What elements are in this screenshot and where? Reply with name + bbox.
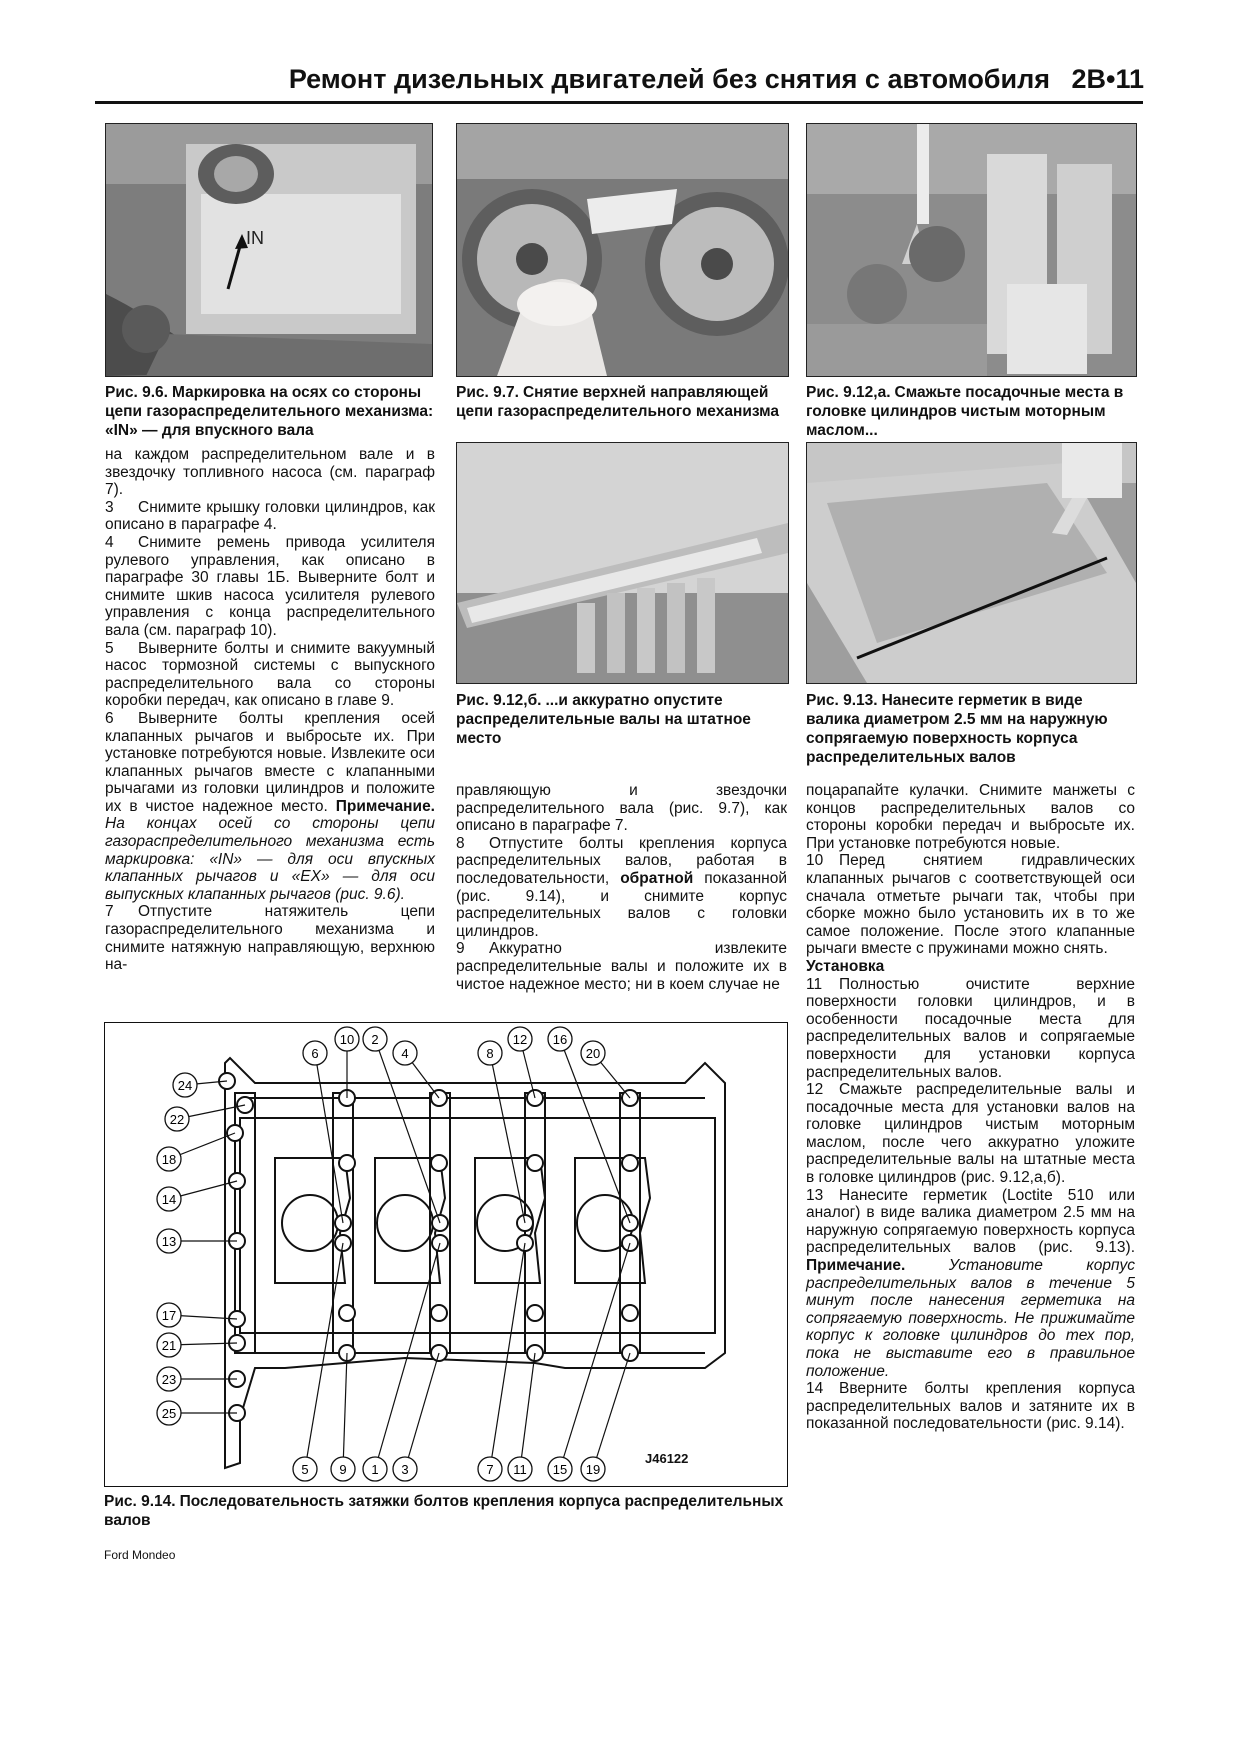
callout-number: 3 xyxy=(401,1462,409,1477)
step-text: Снимите ремень привода усилителя рулевого управления, как описано в параграфе 30 главы 1Б. Выверните болт и снимите шкив насоса усилителя рулевого управления с конца распределительного вала (см. параграф 10). xyxy=(105,533,435,639)
callout-number: 7 xyxy=(486,1462,494,1477)
caption-fig-9-6 xyxy=(105,383,435,440)
note-label: Примечание. xyxy=(335,797,435,815)
step-text: Отпустите натяжитель цепи газораспределительного механизма и снимите натяжную направляющую, верхнюю на- xyxy=(105,903,435,974)
step-text: Аккуратно извлеките распределительные валы и положите их в чистое надежное место; ни в коем случае не xyxy=(456,940,787,993)
paragraph-8 xyxy=(456,835,787,941)
leader-line xyxy=(490,1243,525,1469)
step-text: Полностью очистите верхние поверхности головки цилиндров, и в особенности посадочные места для распределительных валов и сопрягаемые поверхности для установки корпуса распределительных валов. xyxy=(806,975,1135,1081)
callout-number: 13 xyxy=(161,1234,177,1249)
callout-number: 9 xyxy=(339,1462,347,1477)
emphasis: обратной xyxy=(620,869,694,887)
step-text: Выверните болты и снимите вакуумный насос тормозной системы с выпускного распределительного вала со стороны коробки передач, как описано в главе 9. xyxy=(105,639,435,710)
photo-in-marking: IN xyxy=(246,228,264,248)
note-label: Примечание. xyxy=(806,1257,906,1275)
paragraph: поцарапайте кулачки. Снимите манжеты с концов распределительных валов со стороны коробки передач и выбросьте их. При установке потребуются новые. xyxy=(806,782,1135,852)
callout-number: 10 xyxy=(339,1032,355,1047)
step-text: Отпустите болты крепления корпуса распределительных валов, работая в последовательности, xyxy=(456,834,787,887)
step-text: показанной (рис. 9.14), и снимите корпус распределительных валов с головки цилиндров. xyxy=(456,869,787,940)
callout-number: 6 xyxy=(311,1046,319,1061)
paragraph-10 xyxy=(806,852,1135,958)
caption-text: Нанесите герметик в виде валика диаметром 2.5 мм на наружную сопрягаемую поверхность корпуса распределительных валов xyxy=(806,692,1108,766)
callout-number: 24 xyxy=(177,1078,193,1093)
caption-fig-9-12a xyxy=(806,383,1135,440)
caption-label: Рис. 9.12,б. xyxy=(456,692,542,709)
step-number: 11 xyxy=(806,975,823,993)
paragraph-6 xyxy=(105,710,435,904)
bolt-head xyxy=(527,1155,543,1171)
callout-number: 2 xyxy=(371,1032,379,1047)
leader-line xyxy=(343,1353,347,1469)
callout-number: 12 xyxy=(512,1032,528,1047)
leader-line xyxy=(375,1243,440,1469)
step-number: 8 xyxy=(456,834,465,852)
diagram-code: J46122 xyxy=(645,1451,689,1466)
leader-line xyxy=(405,1353,439,1469)
step-number: 7 xyxy=(105,903,114,921)
step-number: 3 xyxy=(105,498,114,516)
callout-number: 17 xyxy=(161,1308,177,1323)
diagram-fig-9-14 xyxy=(104,1022,788,1487)
paragraph-13 xyxy=(806,1187,1135,1381)
paragraph-4 xyxy=(105,534,435,640)
callout-number: 5 xyxy=(301,1462,309,1477)
page-number: 2B•11 xyxy=(1071,64,1144,94)
section-heading: Установка xyxy=(806,957,885,975)
paragraph-12 xyxy=(806,1081,1135,1187)
caption-label: Рис. 9.6. xyxy=(105,384,168,401)
caption-text: Последовательность затяжки болтов крепления корпуса распределительных валов xyxy=(104,1493,784,1529)
step-number: 14 xyxy=(806,1380,824,1398)
caption-text: Смажьте посадочные места в головке цилиндров чистым моторным маслом... xyxy=(806,384,1124,439)
step-number: 13 xyxy=(806,1186,824,1204)
step-number: 4 xyxy=(105,533,114,551)
step-number: 6 xyxy=(105,709,114,727)
callout-number: 14 xyxy=(161,1192,177,1207)
paragraph: правляющую и звездочки распределительного вала (рис. 9.7), как описано в параграфе 7. xyxy=(456,782,787,835)
text-column-2 xyxy=(456,782,787,993)
text-column-1 xyxy=(105,446,435,974)
caption-text: ...и аккуратно опустите распределительные валы на штатное место xyxy=(456,692,751,747)
photo-fig-9-12b xyxy=(456,442,789,684)
caption-fig-9-7 xyxy=(456,383,787,421)
caption-label: Рис. 9.13. xyxy=(806,692,878,709)
paragraph-14 xyxy=(806,1380,1135,1433)
step-text: Смажьте распределительные валы и посадочные места для установки валов на головке цилиндров чистым моторным маслом, после чего аккуратно уложите распределительные валы на штатные места в головке цилиндров (рис. 9.12,а,б). xyxy=(806,1081,1135,1187)
leader-line xyxy=(520,1353,535,1469)
callout-number: 4 xyxy=(401,1046,409,1061)
caption-text: Маркировка на осях со стороны цепи газораспределительного механизма: «IN» — для впускного вала xyxy=(105,384,434,439)
callout-number: 23 xyxy=(161,1372,177,1387)
step-number: 10 xyxy=(806,852,824,870)
step-number: 12 xyxy=(806,1081,824,1099)
bolt-sequence-diagram xyxy=(105,1023,787,1486)
note-text: На концах осей со стороны цепи газораспределительного механизма есть маркировка: «IN» — для оси впускных клапанных рычагов и «EX» — для оси выпускных клапанных рычагов (рис. 9.6). xyxy=(105,815,435,903)
paragraph-3 xyxy=(105,499,435,534)
callout-number: 18 xyxy=(161,1152,177,1167)
bolt-head xyxy=(339,1155,355,1171)
leader-line xyxy=(560,1243,630,1469)
step-text: Нанесите герметик (Loctite 510 или аналог) в виде валика диаметром 2.5 мм на наружную сопрягаемую поверхность корпуса распределительных валов (рис. 9.13). xyxy=(806,1186,1135,1257)
photo-fig-9-13 xyxy=(806,442,1137,684)
header-rule xyxy=(95,101,1143,104)
caption-text: Снятие верхней направляющей цепи газораспределительного механизма xyxy=(456,384,780,420)
note-text: Установите корпус распределительных валов в течение 5 минут после нанесения герметика на сопрягаемую поверхность. Не прижимайте корпус к головке цилиндров до тех пор, пока не выставите его в правильное положение. xyxy=(806,1257,1135,1380)
callout-number: 22 xyxy=(169,1112,185,1127)
leader-line xyxy=(593,1353,630,1469)
step-text: Выверните болты крепления осей клапанных рычагов и выбросьте их. При установке потребуются новые. Извлеките оси клапанных рычагов вместе с клапанными рычагами из головки цилиндров и положите их в чистое надежное место. xyxy=(105,709,435,815)
step-number: 9 xyxy=(456,940,465,958)
caption-label: Рис. 9.14. xyxy=(104,1493,176,1510)
paragraph-9 xyxy=(456,940,787,993)
bolt-head xyxy=(527,1305,543,1321)
callout-number: 16 xyxy=(552,1032,568,1047)
text-column-3 xyxy=(806,782,1135,1433)
callout-number: 15 xyxy=(552,1462,568,1477)
caption-label: Рис. 9.7. xyxy=(456,384,519,401)
step-text: Перед снятием гидравлических клапанных рычагов с соответствующей оси сначала отметьте рычаги так, чтобы при сборке можно было установить их в то же самое положение. После этого клапанные рычаги вместе с пружинами можно снять. xyxy=(806,852,1135,958)
step-text: Вверните болты крепления корпуса распределительных валов и затяните их в показанной последовательности (рис. 9.14). xyxy=(806,1380,1135,1433)
footer-text: Ford Mondeo xyxy=(104,1548,176,1562)
page-header-title: Ремонт дизельных двигателей без снятия с автомобиля xyxy=(288,64,1050,94)
bolt-head xyxy=(622,1305,638,1321)
paragraph-7 xyxy=(105,903,435,973)
callout-number: 11 xyxy=(513,1462,527,1477)
paragraph-5 xyxy=(105,640,435,710)
step-number: 5 xyxy=(105,639,114,657)
callout-number: 1 xyxy=(371,1462,379,1477)
bolt-head xyxy=(431,1305,447,1321)
bolt-head xyxy=(339,1305,355,1321)
bolt-head xyxy=(622,1155,638,1171)
caption-fig-9-12b xyxy=(456,691,787,748)
leader-line xyxy=(305,1243,343,1469)
caption-fig-9-14 xyxy=(104,1492,788,1530)
bolt-head xyxy=(431,1155,447,1171)
callout-number: 8 xyxy=(486,1046,494,1061)
caption-fig-9-13 xyxy=(806,691,1135,767)
photo-fig-9-6 xyxy=(105,123,433,377)
photo-fig-9-7 xyxy=(456,123,789,377)
callout-number: 21 xyxy=(161,1338,177,1353)
caption-label: Рис. 9.12,а. xyxy=(806,384,891,401)
photo-fig-9-12a xyxy=(806,123,1137,377)
callout-number: 20 xyxy=(585,1046,601,1061)
step-text: Снимите крышку головки цилиндров, как описано в параграфе 4. xyxy=(105,498,435,534)
paragraph-11 xyxy=(806,976,1135,1082)
callout-number: 25 xyxy=(161,1406,177,1421)
callout-number: 19 xyxy=(585,1462,601,1477)
paragraph: на каждом распределительном вале и в звездочку топливного насоса (см. параграф 7). xyxy=(105,446,435,499)
